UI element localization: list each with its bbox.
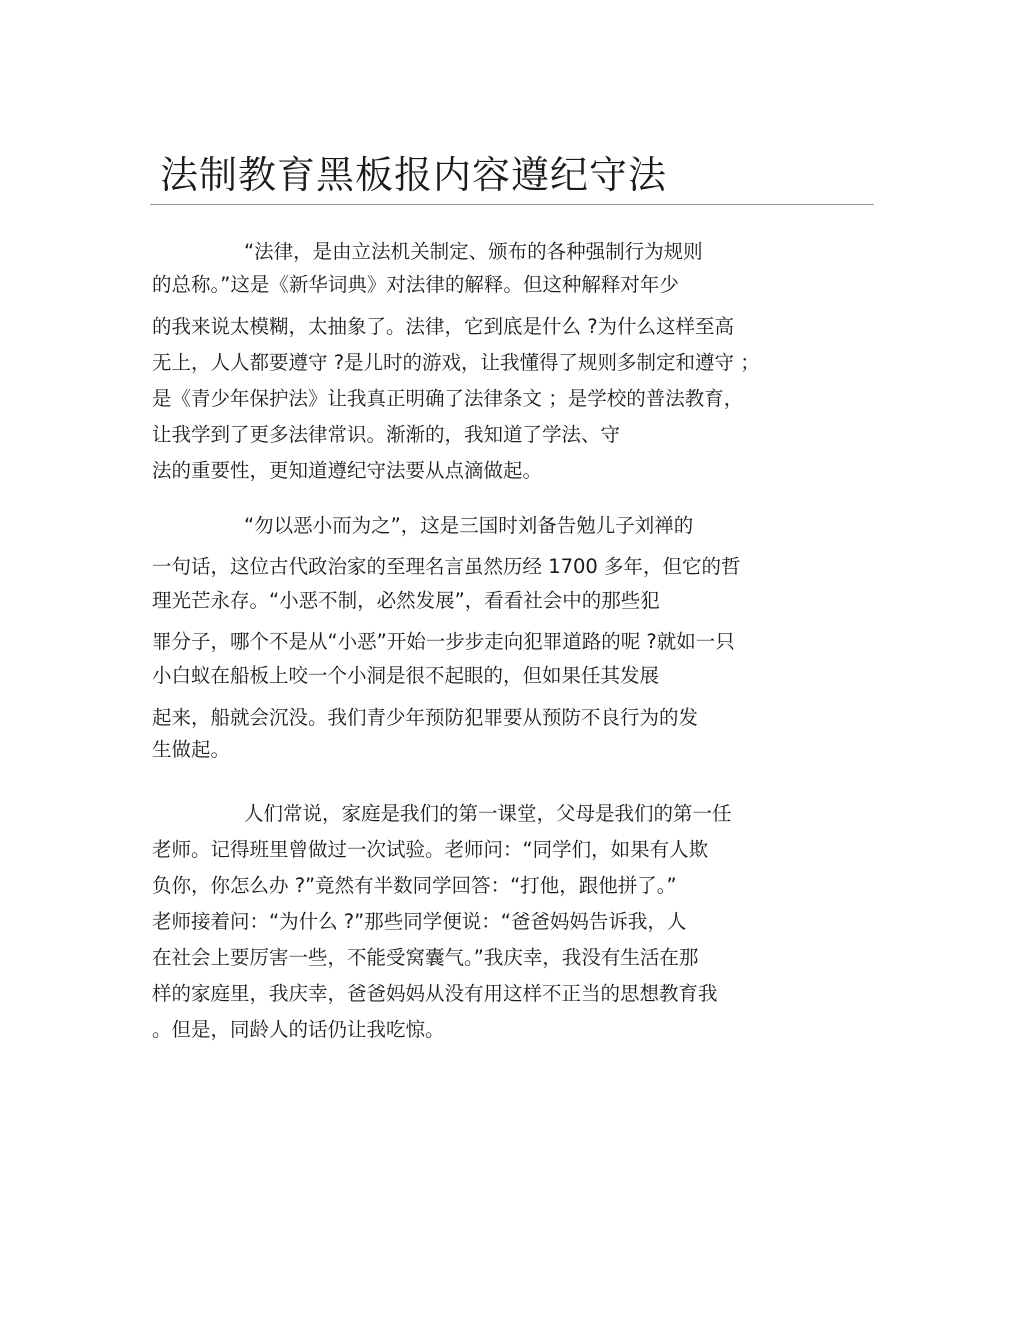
paragraph-2-line-6: 起来，船就会沉没。我们青少年预防犯罪要从预防不良行为的发 [152,706,699,729]
paragraph-2-line-7: 生做起。 [152,738,231,761]
paragraph-1-line-6: 让我学到了更多法律常识。渐渐的，我知道了学法、守 [152,423,621,446]
paragraph-1-line-7: 法的重要性，更知道遵纪守法要从点滴做起。 [152,459,543,482]
paragraph-2-line-4: 罪分子，哪个不是从“小恶”开始一步步走向犯罪道路的呢 ?就如一只 [152,630,735,653]
paragraph-3-line-1: 人们常说，家庭是我们的第一课堂，父母是我们的第一任 [244,802,732,825]
paragraph-2-line-2: 一句话，这位古代政治家的至理名言虽然历经 1700 多年，但它的哲 [152,555,741,578]
paragraph-1-line-1: “法律，是由立法机关制定、颁布的各种强制行为规则 [244,240,703,263]
paragraph-3-line-3: 负你，你怎么办 ?”竟然有半数同学回答：“打他，跟他拼了。” [152,874,677,897]
paragraph-1-line-3: 的我来说太模糊，太抽象了。法律，它到底是什么 ?为什么这样至高 [152,315,735,338]
paragraph-3-line-4: 老师接着问：“为什么 ?”那些同学便说：“爸爸妈妈告诉我，人 [152,910,687,933]
paragraph-1-line-4: 无上，人人都要遵守 ?是儿时的游戏，让我懂得了规则多制定和遵守 ； [152,351,760,374]
paragraph-3-line-2: 老师。记得班里曾做过一次试验。老师问：“同学们，如果有人欺 [152,838,709,861]
paragraph-1-line-5: 是《青少年保护法》让我真正明确了法律条文 ；是学校的普法教育， [152,387,744,410]
title-divider [150,204,874,205]
paragraph-1-line-2: 的总称。”这是《新华词典》对法律的解释。但这种解释对年少 [152,273,679,296]
paragraph-2-line-3: 理光芒永存。“小恶不制，必然发展”，看看社会中的那些犯 [152,589,660,612]
paragraph-3-line-7: 。但是，同龄人的话仍让我吃惊。 [152,1018,445,1041]
paragraph-3-line-6: 样的家庭里，我庆幸，爸爸妈妈从没有用这样不正当的思想教育我 [152,982,718,1005]
document-title: 法制教育黑板报内容遵纪守法 [160,153,668,197]
paragraph-2-line-5: 小白蚁在船板上咬一个小洞是很不起眼的，但如果任其发展 [152,664,660,687]
paragraph-3-line-5: 在社会上要厉害一些，不能受窝囊气。”我庆幸，我没有生活在那 [152,946,699,969]
paragraph-2-line-1: “勿以恶小而为之”，这是三国时刘备告勉儿子刘禅的 [244,514,694,537]
